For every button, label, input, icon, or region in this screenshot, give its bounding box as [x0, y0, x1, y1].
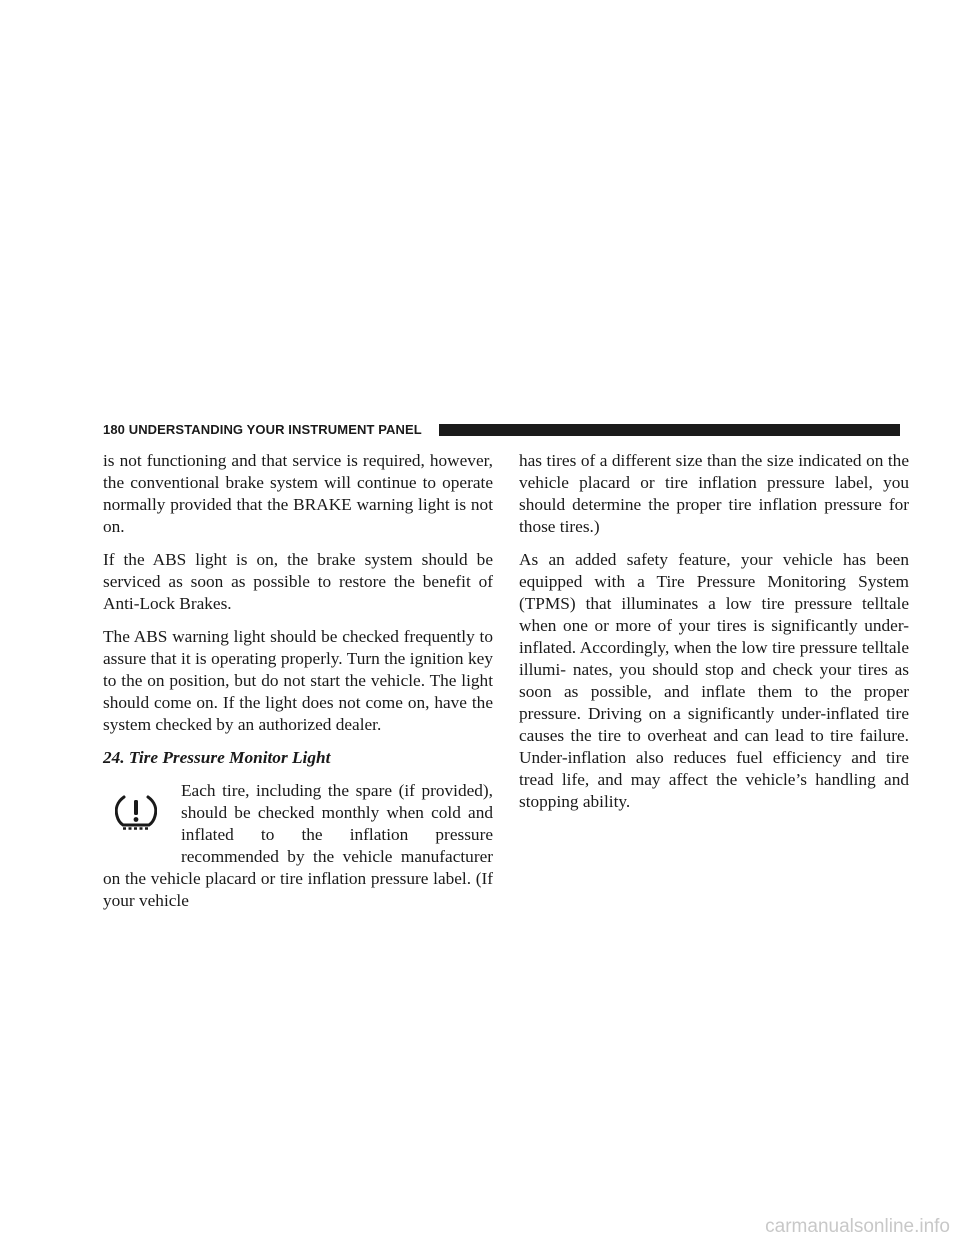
page-number-and-section-title: 180 UNDERSTANDING YOUR INSTRUMENT PANEL: [103, 422, 422, 437]
paragraph: has tires of a different size than the size indicated on the vehicle placard or tire inflation pressure label, you should determine the proper tire inflation pressure for those tires.): [519, 451, 909, 536]
item-heading-tpms: 24. Tire Pressure Monitor Light: [103, 748, 331, 767]
tire-pressure-warning-icon: [103, 780, 181, 868]
right-column: [519, 450, 909, 813]
left-column: [103, 450, 493, 912]
paragraph: If the ABS light is on, the brake system should be serviced as soon as possible to restore the benefit of Anti-Lock Brakes.: [103, 550, 493, 613]
paragraph: As an added safety feature, your vehicle has been equipped with a Tire Pressure Monitoring System (TPMS) that illuminates a low tire pressure telltale when one or more of your tires is significantly under-inflated. Accordingly, when the low tire pressure telltale illumi- nates, you should stop and check your tires as soon as possible, and inflate them to the proper pressure. Driving on a significantly under-inflated tire causes the tire to overheat and can lead to tire failure. Under-inflation also reduces fuel efficiency and tire tread life, and may affect the vehicle’s handling and stopping ability.: [519, 550, 909, 811]
tpms-item-body: [103, 780, 493, 912]
page-header: [103, 421, 900, 439]
site-watermark: carmanualsonline.info: [765, 1216, 950, 1237]
header-rule-bar: [439, 424, 900, 436]
paragraph: is not functioning and that service is required, however, the conventional brake system will continue to operate normally provided that the BRAKE warning light is not on.: [103, 451, 493, 536]
paragraph: The ABS warning light should be checked frequently to assure that it is operating properly. Turn the ignition key to the on position, but do not start the vehicle. The light should come on. If the light does not come on, have the system checked by an authorized dealer.: [103, 627, 493, 734]
tpms-item-text: Each tire, including the spare (if provided), should be checked monthly when cold and inflated to the inflation pressure recommended by the vehicle manufacturer on the vehicle placard or tire inflation pressure label. (If your vehicle: [103, 781, 493, 910]
